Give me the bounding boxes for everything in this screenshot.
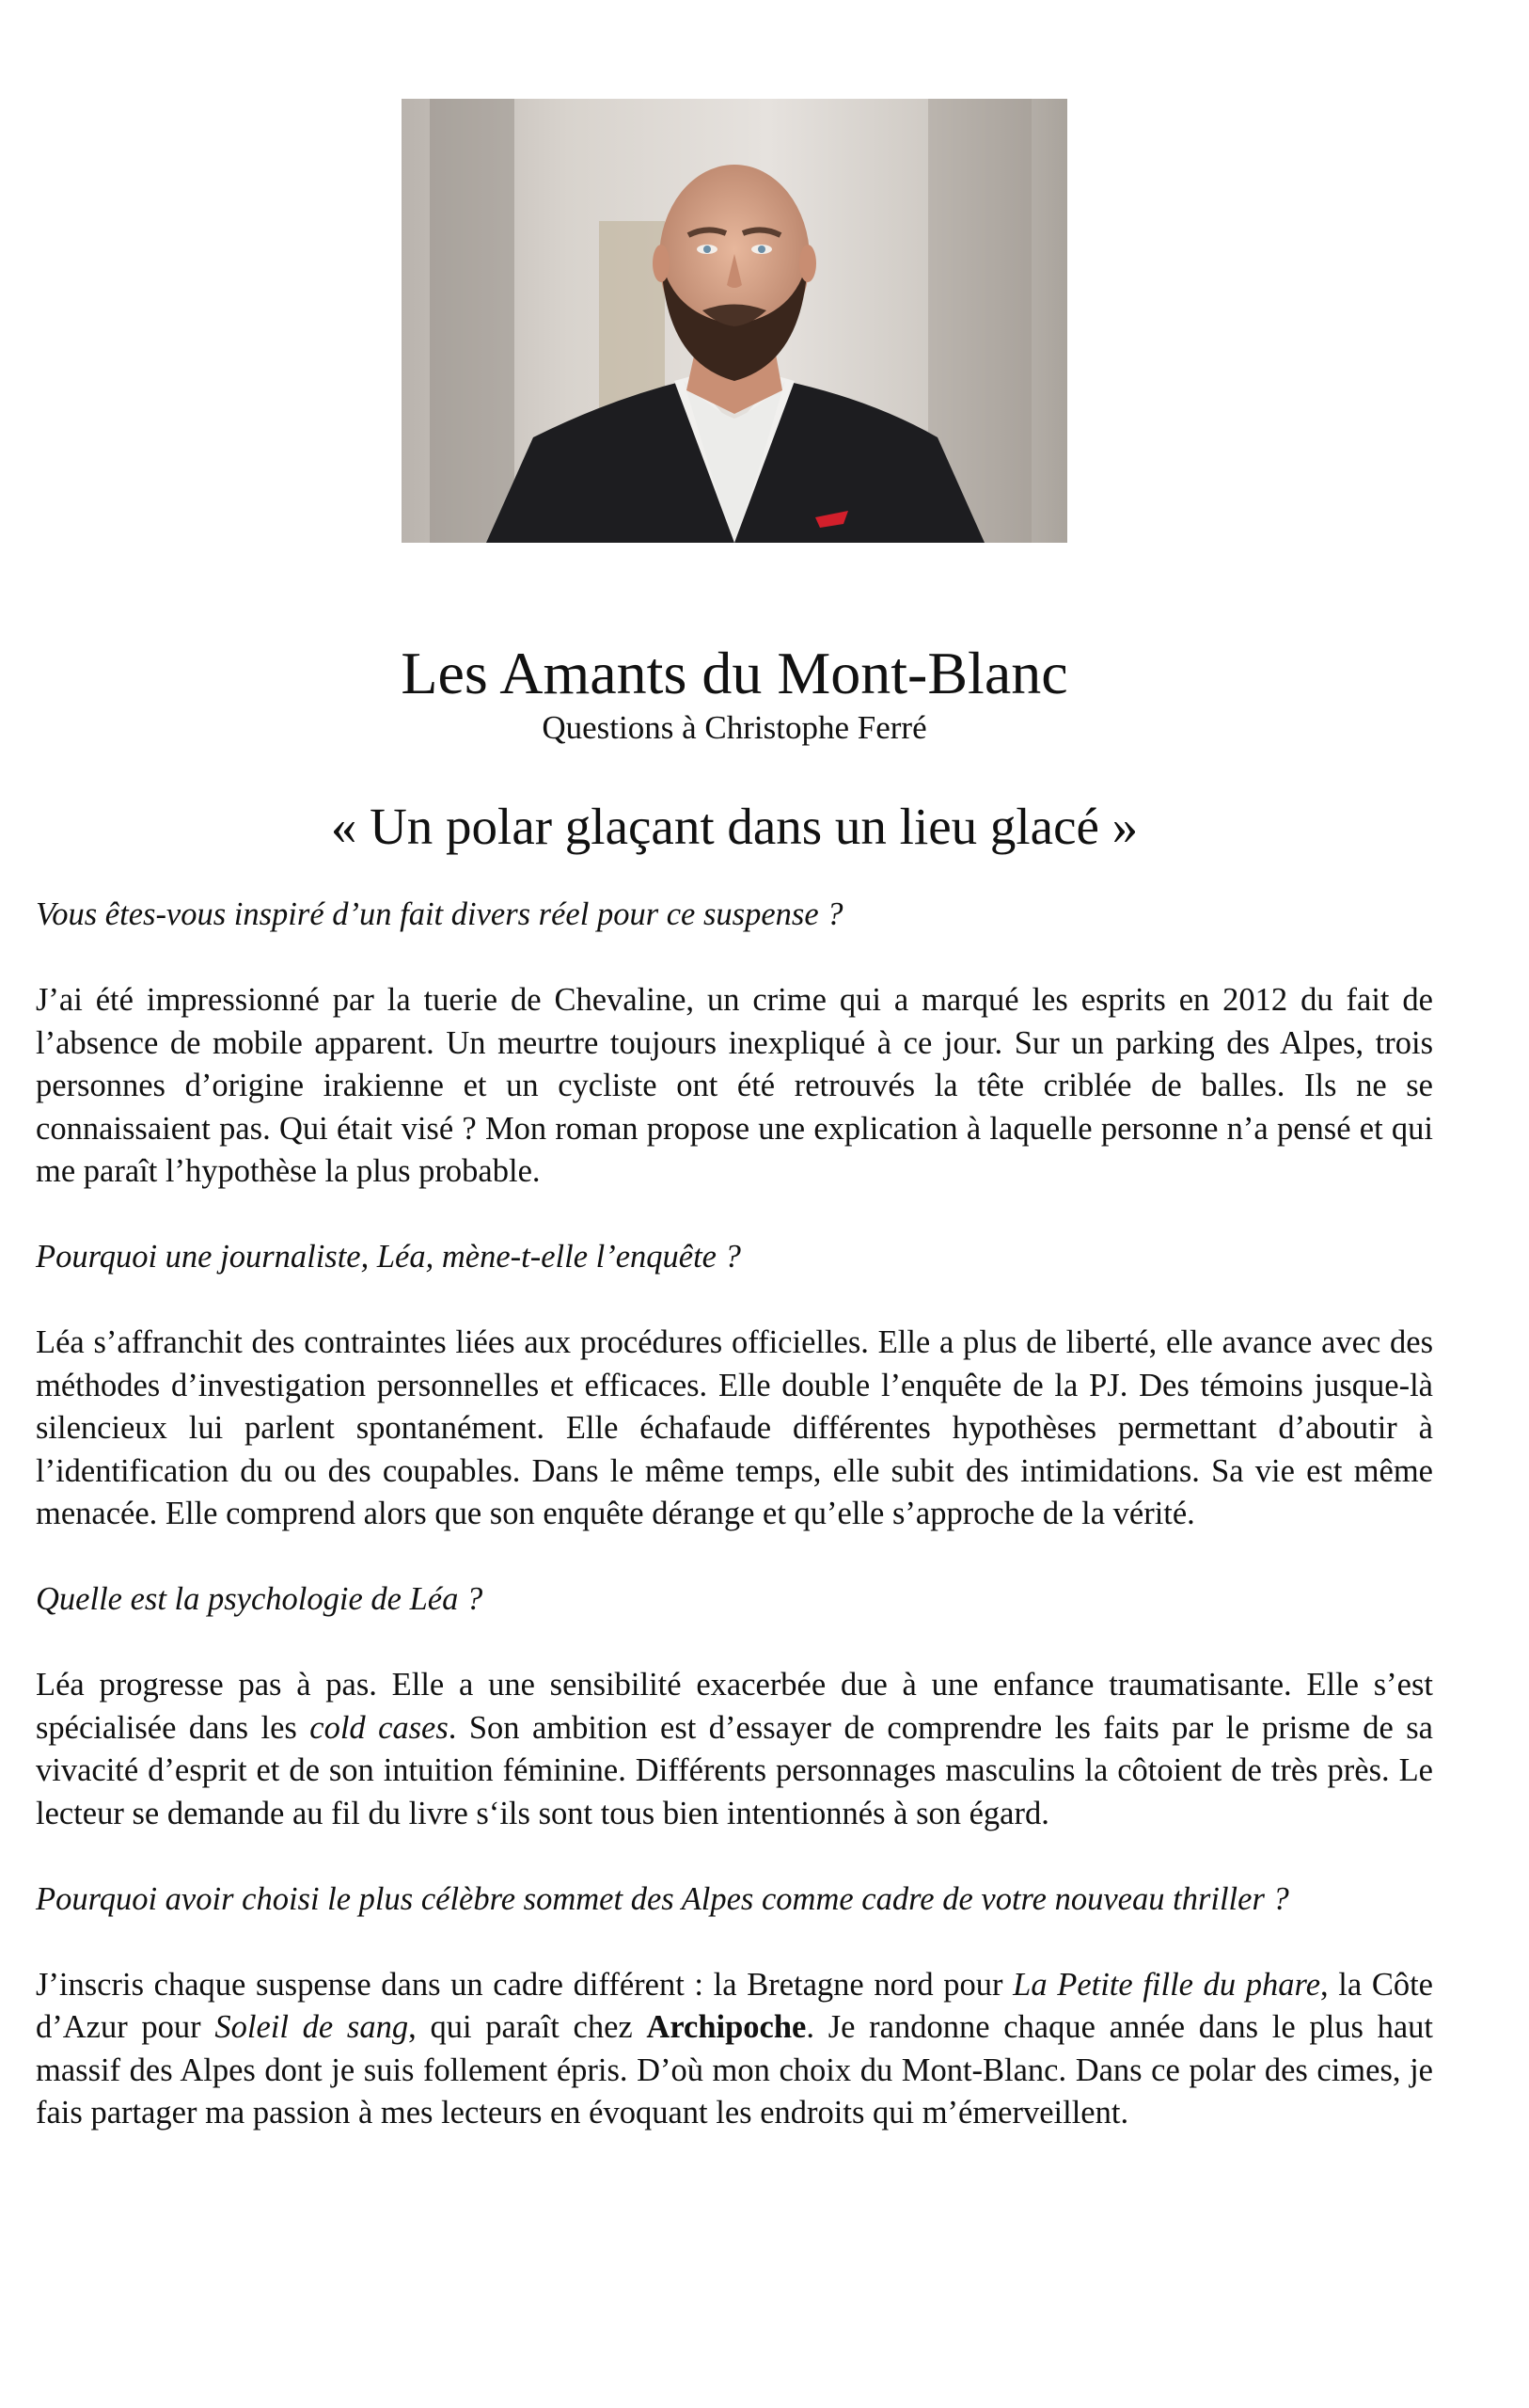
author-portrait-photo: [402, 99, 1067, 543]
answer-text: J’ai été impressionné par la tuerie de Chevaline, un crime qui a marqué les esprits en 2012 du fait de l’absence de mobile apparent. Un meurtre toujours inexpliqué à ce jour. Sur un parking des Alpes, trois personnes d’origine irakienne et un cycliste ont été retrouvés la tête criblée de balles. Ils ne se connaissaient pas. Qui était visé ? Mon roman propose une explication à laquelle personne n’a pensé et qui me paraît l’hypothèse la plus probable.: [36, 982, 1433, 1189]
answer-text: J’inscris chaque suspense dans un cadre différent : la Bretagne nord pour: [36, 1966, 1014, 2003]
article-subtitle: Questions à Christophe Ferré: [542, 709, 927, 746]
italic-term-cold-cases: cold cases: [309, 1709, 449, 1746]
book-title-soleil-de-sang: Soleil de sang: [214, 2009, 409, 2045]
article-tagline: « Un polar glaçant dans un lieu glacé »: [330, 798, 1139, 855]
answer-text: , qui paraît chez: [408, 2009, 647, 2045]
answer-2: [36, 1322, 1433, 1536]
answer-text: . Son ambition est d’essayer de comprendre les faits par le prisme de sa vivacité d’esprit et de son intuition féminine. Différents personnages masculins la côtoient de très près. Le lecteur se demande au fil du livre s‘ils sont tous bien intentionnés à son égard.: [36, 1709, 1433, 1831]
answer-3: [36, 1664, 1433, 1835]
answer-text: . Je randonne chaque année dans le plus haut massif des Alpes dont je suis follement épris. D’où mon choix du Mont-Blanc. Dans ce polar des cimes, je fais partager ma passion à mes lecteurs en évoquant les endroits qui m’émerveillent.: [36, 2009, 1433, 2131]
answer-text: Léa progresse pas à pas. Elle a une sensibilité exacerbée due à une enfance traumatisante. Elle s’est spécialisée dans les: [36, 1667, 1433, 1746]
question-3: Quelle est la psychologie de Léa ?: [36, 1581, 483, 1617]
article-title: Les Amants du Mont-Blanc: [401, 640, 1068, 706]
answer-text: , la Côte d’Azur pour: [36, 1966, 1433, 2045]
answer-4: [36, 1964, 1433, 2135]
interview-body: [36, 894, 1433, 2178]
question-4: Pourquoi avoir choisi le plus célèbre sommet des Alpes comme cadre de votre nouveau thriller ?: [36, 1880, 1289, 1917]
question-1: Vous êtes-vous inspiré d’un fait divers réel pour ce suspense ?: [36, 896, 843, 932]
portrait-illustration: [402, 99, 1067, 543]
answer-text: Léa s’affranchit des contraintes liées aux procédures officielles. Elle a plus de liberté, elle avance avec des méthodes d’investigation personnelles et efficaces. Elle double l’enquête de la PJ. Des témoins jusque-là silencieux lui parlent spontanément. Elle échafaude différentes hypothèses permettant d’aboutir à l’identification du ou des coupables. Dans le même temps, elle subit des intimidations. Sa vie est même menacée. Elle comprend alors que son enquête dérange et qu’elle s’approche de la vérité.: [36, 1324, 1433, 1531]
publisher-name: Archipoche: [646, 2009, 807, 2045]
answer-1: [36, 979, 1433, 1194]
question-2: Pourquoi une journaliste, Léa, mène-t-elle l’enquête ?: [36, 1239, 741, 1275]
book-title-petite-fille-du-phare: La Petite fille du phare: [1013, 1966, 1321, 2003]
